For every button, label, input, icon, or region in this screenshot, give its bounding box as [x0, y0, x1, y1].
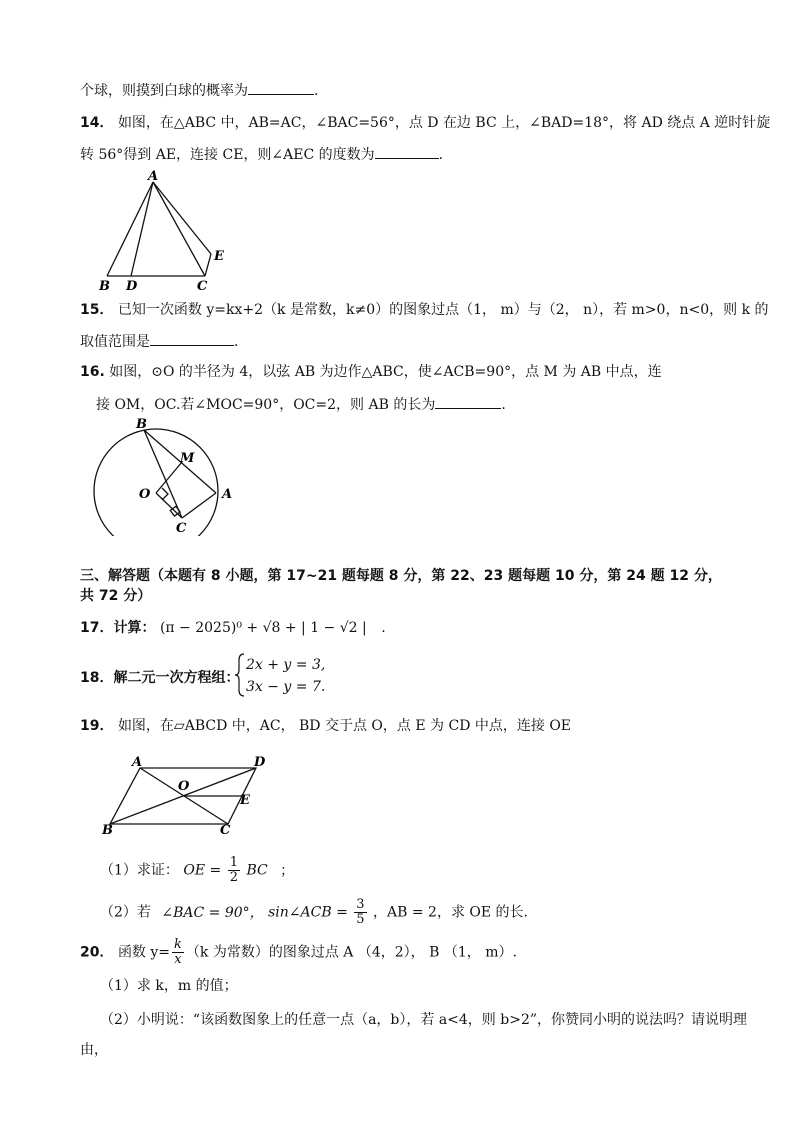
label-o: O — [139, 487, 151, 502]
frac-num: k — [174, 937, 182, 952]
frac-den: x — [174, 952, 182, 967]
q19-part2-sin: sin∠ACB = — [268, 904, 348, 921]
q20-pre: 函数 y= — [117, 944, 171, 961]
label-b: B — [102, 823, 113, 838]
answer-blank — [248, 80, 314, 95]
label-c: C — [176, 521, 187, 536]
q19-text: 如图，在▱ABCD 中，AC， BD 交于点 O，点 E 为 CD 中点，连接 OE — [117, 718, 572, 734]
section3-title-line1 — [80, 566, 722, 586]
frac-num: 1 — [229, 855, 238, 870]
section3-title-text2: 共 72 分） — [80, 588, 152, 604]
q19-part1-label: （1）求证： — [100, 862, 179, 879]
fraction-k-over-x — [172, 938, 184, 967]
q19-line1 — [80, 716, 571, 736]
q16-line1 — [80, 362, 662, 382]
q19-part2-label: （2）若 — [100, 904, 151, 921]
fraction-half — [228, 856, 240, 885]
q19-part2-cond3: ，AB = 2，求 OE 的长. — [373, 904, 528, 921]
q18-label-line — [80, 668, 239, 688]
label-c: C — [197, 279, 208, 292]
q14-text-line1: 如图，在△ABC 中，AB=AC，∠BAC=56°，点 D 在边 BC 上，∠BAD=18°，将 AD 绕点 A 逆时针旋 — [117, 115, 771, 131]
q15-line1 — [80, 300, 769, 320]
q13-tail — [80, 80, 318, 101]
q16-circle-figure — [88, 418, 248, 536]
label-d: D — [254, 755, 266, 770]
q19-part1-rhs: BC — [246, 862, 268, 879]
q15-text-line2: 取值范围是 — [80, 334, 150, 350]
answer-blank — [435, 394, 501, 409]
q20-part2-line2: 由， — [80, 1042, 108, 1058]
q17 — [80, 618, 386, 638]
q13-tail-text: 个球，则摸到白球的概率为 — [80, 83, 248, 99]
q19-parallelogram-figure — [96, 754, 276, 838]
q17-number: 17． — [80, 620, 114, 636]
q19-part2 — [100, 898, 528, 927]
left-brace-icon — [234, 652, 246, 698]
q16-number: 16. — [80, 364, 105, 380]
label-e: E — [214, 249, 224, 264]
q14-text-line2: 转 56°得到 AE，连接 CE，则∠AEC 的度数为 — [80, 147, 375, 163]
label-d: D — [126, 279, 138, 292]
q14-end: . — [438, 147, 444, 163]
frac-num: 3 — [356, 897, 365, 912]
q17-label: 计算： — [113, 620, 156, 636]
section3-title-line2 — [80, 586, 151, 606]
q19-part1-end: ； — [280, 862, 295, 879]
label-a: A — [222, 487, 233, 502]
q19-part1-lhs: OE = — [183, 862, 222, 879]
q20-post: （k 为常数）的图象过点 A （4，2）， B （1， m）. — [185, 944, 517, 961]
q20-part1: （1）求 k，m 的值； — [100, 978, 238, 994]
frac-den: 5 — [356, 912, 365, 927]
q16-line2 — [96, 394, 506, 415]
q18-equation2: 3x − y = 7. — [246, 679, 326, 695]
q16-text-line1: 如图，⊙O 的半径为 4，以弦 AB 为边作△ABC，使∠ACB=90°，点 M 为 AB 中点，连 — [109, 364, 662, 380]
q19-number: 19． — [80, 718, 114, 734]
q14-line1 — [80, 113, 770, 133]
label-b: B — [99, 279, 110, 292]
answer-blank — [375, 144, 439, 159]
label-a: A — [148, 169, 159, 184]
q15-line2 — [80, 331, 238, 352]
q15-number: 15． — [80, 302, 114, 318]
label-a: A — [132, 755, 143, 770]
q14-line2 — [80, 144, 443, 165]
q18-label: 解二元一次方程组： — [113, 670, 240, 686]
q16-end: . — [501, 397, 506, 413]
q19-part2-cond1: ∠BAC = 90°， — [161, 904, 264, 921]
label-e: E — [240, 793, 250, 808]
label-m: M — [180, 451, 195, 466]
q18-equation1: 2x + y = 3, — [246, 657, 326, 673]
q17-end: . — [381, 620, 386, 636]
label-b: B — [136, 418, 147, 432]
q19-part1 — [100, 856, 294, 885]
fraction-three-fifths — [354, 898, 366, 927]
frac-den: 2 — [229, 870, 238, 885]
q14-number: 14． — [80, 115, 114, 131]
q20-part2-line1: （2）小明说：“该函数图象上的任意一点（a，b），若 a<4，则 b>2”，你赞同小明的说法吗？请说明理 — [100, 1012, 748, 1028]
q20-number: 20． — [80, 944, 114, 961]
q20-line1 — [80, 938, 517, 967]
q13-end: . — [314, 83, 319, 99]
label-o: O — [178, 779, 190, 794]
q18-number: 18． — [80, 670, 114, 686]
q15-end: . — [234, 334, 239, 350]
q14-triangle-figure — [95, 168, 235, 292]
label-c: C — [220, 823, 231, 838]
q17-expression: (π − 2025)⁰ + √8 + | 1 − √2 | — [159, 620, 367, 636]
section3-title-text1: 三、解答题（本题有 8 小题，第 17~21 题每题 8 分，第 22、23 题每题 10 分，第 24 题 12 分， — [80, 568, 722, 584]
q15-text-line1: 已知一次函数 y=kx+2（k 是常数，k≠0）的图象过点（1， m）与（2， n），若 m>0，n<0，则 k 的 — [117, 302, 769, 318]
answer-blank — [150, 331, 234, 346]
q16-text-line2: 接 OM，OC.若∠MOC=90°，OC=2，则 AB 的长为 — [96, 397, 436, 413]
